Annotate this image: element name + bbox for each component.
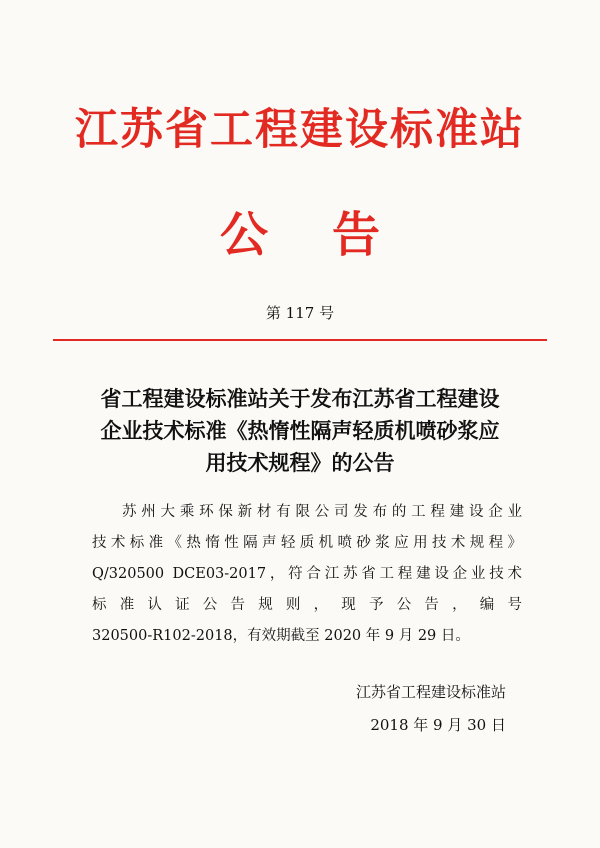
body-line: 技术标准《热惰性隔声轻质机喷砂浆应用技术规程》 — [92, 535, 522, 551]
document-title — [50, 383, 550, 479]
body-line: 标准认证公告规则，现予公告，编号 — [92, 597, 522, 613]
body-line: Q/320500 DCE03-2017，符合江苏省工程建设企业技术 — [92, 566, 522, 582]
title-line: 省工程建设标准站关于发布江苏省工程建设 — [100, 386, 500, 411]
document-type-header: 公告 — [219, 207, 444, 263]
document-number: 第 117 号 — [265, 304, 335, 322]
title-line: 企业技术标准《热惰性隔声轻质机喷砂浆应 — [100, 418, 500, 443]
signature-block — [0, 676, 506, 742]
body-line: 苏州大乘环保新材有限公司发布的工程建设企业 — [122, 504, 522, 520]
title-line: 用技术规程》的公告 — [205, 450, 395, 475]
announcement-body — [92, 497, 522, 652]
issuing-organization-header: 江苏省工程建设标准站 — [75, 105, 525, 155]
signature-date: 2018 年 9 月 30 日 — [370, 716, 506, 734]
red-divider-line — [53, 339, 547, 341]
body-line: 320500-R102-2018，有效期截至 2020 年 9 月 29 日。 — [92, 628, 470, 644]
signature-organization: 江苏省工程建设标准站 — [355, 683, 506, 701]
